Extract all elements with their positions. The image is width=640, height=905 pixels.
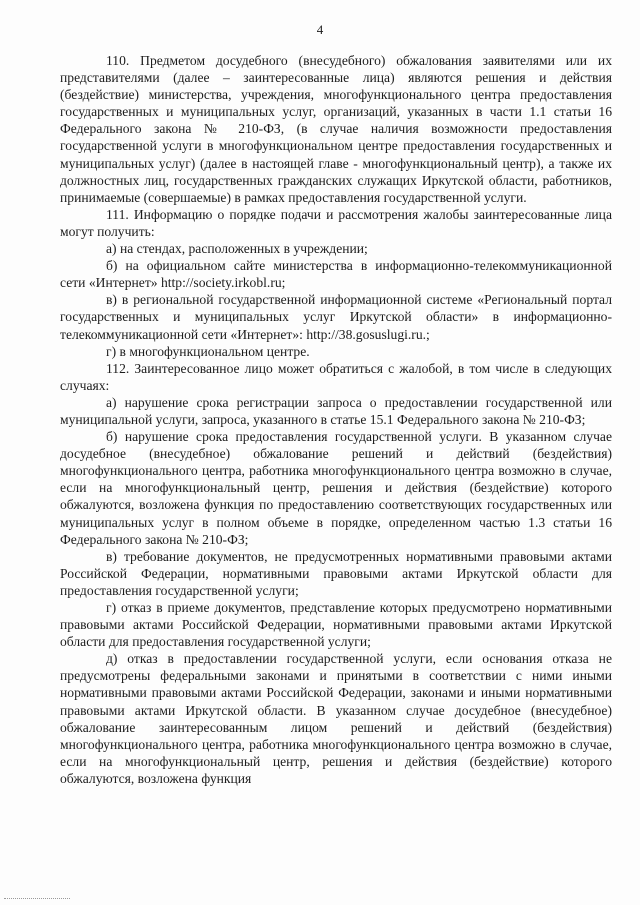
paragraph-112-v: в) требование документов, не предусмотренных нормативными правовыми актами Российской Федерации, нормативными правовыми актами Иркутской области для предоставления государственной услуги; <box>60 548 612 598</box>
document-body <box>60 52 612 787</box>
paragraph-111-g: г) в многофункциональном центре. <box>106 343 310 359</box>
paragraph-112-a: а) нарушение срока регистрации запроса о предоставлении государственной или муниципальной услуги, запроса, указанного в статье 15.1 Федерального закона № 210-ФЗ; <box>60 394 612 427</box>
paragraph-112-g: г) отказ в приеме документов, представление которых предусмотрено нормативными правовыми актами Российской Федерации, нормативными правовыми актами Иркутской области для предоставления государственной услуги; <box>60 600 612 650</box>
scan-edge-mark <box>4 898 70 899</box>
paragraph-111-a: а) на стендах, расположенных в учреждении; <box>106 241 368 257</box>
page-number: 4 <box>316 22 324 37</box>
paragraph-112: 112. Заинтересованное лицо может обратиться с жалобой, в том числе в следующих случаях: <box>60 360 612 393</box>
paragraph-112-b: б) нарушение срока предоставления государственной услуги. В указанном случае досудебное (внесудебное) обжалование решений и действий (бездействия) многофункционального центра, работника многофункционального центра возможно в случае, если на многофункциональный центр, решения и действия (бездействие) которого обжалуются, возложена функция по предоставлению соответствующих государственных или муниципальных услуг в полном объеме в порядке, определенном частью 1.3 статьи 16 Федерального закона № 210-ФЗ; <box>60 429 612 547</box>
paragraph-111-b: б) на официальном сайте министерства в информационно-телекоммуникационной сети «Интернет» http://society.irkobl.ru; <box>60 258 612 291</box>
paragraph-110: 110. Предметом досудебного (внесудебного) обжалования заявителями или их представителями (далее – заинтересованные лица) являются решения и действия (бездействие) министерства, учреждения, многофункционального центра предоставления государственных и муниципальных услуг, организаций, указанных в части 1.1 статьи 16 Федерального закона № 210-ФЗ, (в случае наличия возможности предоставления государственной услуги в многофункциональном центре предоставления государственных и муниципальных услуг) (далее в настоящей главе - многофункциональный центр), а также их должностных лиц, государственных гражданских служащих Иркутской области, работников, принимаемые (совершаемые) в рамках предоставления государственной услуги. <box>60 53 612 205</box>
paragraph-111-v: в) в региональной государственной информационной системе «Региональный портал государственных и муниципальных услуг Иркутской области» в информационно-телекоммуникационной сети «Интернет»: http://38.gosuslugi.ru.; <box>60 292 612 342</box>
paragraph-112-d: д) отказ в предоставлении государственной услуги, если основания отказа не предусмотрены федеральными законами и принятыми в соответствии с ними иными нормативными правовыми актами Российской Федерации, законами и иными нормативными правовыми актами Иркутской области. В указанном случае досудебное (внесудебное) обжалование заинтересованным лицом решений и действий (бездействия) многофункционального центра, работника многофункционального центра возможно в случае, если на многофункциональный центр, решения и действия (бездействие) которого обжалуются, возложена функция <box>60 651 612 786</box>
paragraph-111: 111. Информацию о порядке подачи и рассмотрения жалобы заинтересованные лица могут получить: <box>60 206 612 239</box>
